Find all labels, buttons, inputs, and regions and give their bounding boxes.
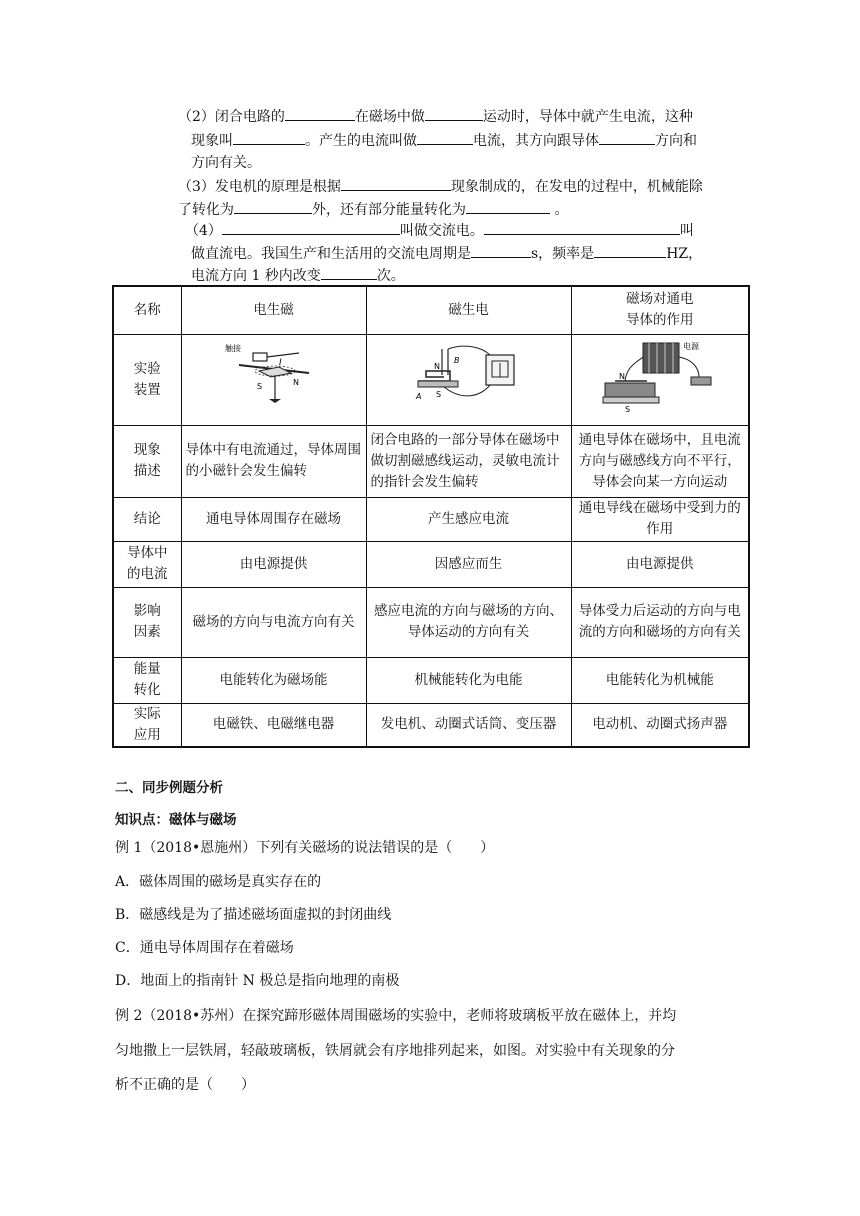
option-c[interactable]: C．通电导体周围存在着磁场	[115, 940, 294, 956]
blank-field[interactable]	[594, 243, 666, 258]
motor-force-apparatus-figure	[595, 337, 725, 415]
header-cell: 电生磁	[181, 286, 366, 334]
table-row	[113, 425, 749, 497]
b-label: B	[453, 356, 459, 365]
table-cell: 通电导体周围存在磁场	[181, 497, 366, 541]
table-header-row	[113, 286, 749, 334]
table-cell: 导体受力后运动的方向与电流的方向和磁场的方向有关	[571, 587, 749, 657]
row-label: 实际 应用	[113, 703, 181, 747]
blank-field[interactable]	[599, 130, 655, 145]
fill-line-2: 现象叫 。产生的电流叫做 电流，其方向跟导体 方向和	[191, 130, 697, 151]
blank-field[interactable]	[471, 243, 531, 258]
table-cell: 产生感应电流	[366, 497, 571, 541]
row-label: 导体中 的电流	[113, 541, 181, 587]
blank-field[interactable]	[222, 220, 400, 235]
header-cell: 名称	[113, 286, 181, 334]
section-title: 二、同步例题分析	[115, 780, 223, 796]
n-pole-label: N	[292, 378, 299, 387]
blank-field[interactable]	[417, 130, 473, 145]
table-cell: 电能转化为磁场能	[181, 657, 366, 703]
n-pole-label: N	[618, 372, 625, 381]
row-label: 能量 转化	[113, 657, 181, 703]
table-cell: 发电机、动圈式话筒、变压器	[366, 703, 571, 747]
blank-field[interactable]	[285, 106, 355, 121]
example2-line-1: 例 2（2018•苏州）在探究蹄形磁体周围磁场的实验中，老师将玻璃板平放在磁体上，并均	[115, 1008, 677, 1024]
figure-cell	[366, 334, 571, 425]
row-label: 结论	[113, 497, 181, 541]
s-pole-label: S	[256, 382, 262, 391]
table-row	[113, 703, 749, 747]
fill-line-5: 了转化为 外，还有部分能量转化为 。	[178, 199, 568, 220]
table-cell: 通电导线在磁场中受到力的作用	[571, 497, 749, 541]
table-row	[113, 657, 749, 703]
touch-label: 触接	[224, 344, 241, 353]
figure-cell	[571, 334, 749, 425]
blank-field[interactable]	[321, 265, 377, 280]
table-cell: 电动机、动圈式扬声器	[571, 703, 749, 747]
table-cell: 感应电流的方向与磁场的方向、导体运动的方向有关	[366, 587, 571, 657]
table-row	[113, 497, 749, 541]
option-b[interactable]: B．磁感线是为了描述磁场面虚拟的封闭曲线	[115, 907, 392, 923]
table-cell: 由电源提供	[181, 541, 366, 587]
fill-line-1: （2）闭合电路的 在磁场中做 运动时，导体中就产生电流，这种	[178, 106, 693, 127]
current-label: I	[278, 358, 282, 368]
comparison-table	[112, 285, 750, 748]
table-row	[113, 334, 749, 425]
blank-field[interactable]	[484, 220, 680, 235]
power-label: 电源	[682, 342, 699, 351]
s-pole-label: S	[435, 390, 441, 399]
blank-field[interactable]	[341, 176, 451, 191]
n-pole-label: N	[433, 362, 440, 371]
fill-line-6: （4） 叫做交流电。 叫	[185, 220, 694, 241]
table-cell: 由电源提供	[571, 541, 749, 587]
figure-cell	[181, 334, 366, 425]
example1-stem: 例 1（2018•恩施州）下列有关磁场的说法错误的是（ ）	[115, 840, 495, 856]
fill-line-7: 做直流电。我国生产和生活用的交流电周期是 s，频率是 HZ，	[191, 243, 702, 264]
table-cell: 通电导体在磁场中，且电流方向与磁感线方向不平行，导体会向某一方向运动	[571, 425, 749, 497]
blank-field[interactable]	[425, 106, 483, 121]
fill-line-4: （3）发电机的原理是根据 现象制成的，在发电的过程中，机械能除	[178, 176, 703, 197]
fill-line-8: 电流方向 1 秒内改变 次。	[191, 265, 405, 286]
blank-field[interactable]	[466, 199, 550, 214]
row-label: 实验 装置	[113, 334, 181, 425]
table-cell: 电磁铁、电磁继电器	[181, 703, 366, 747]
table-row	[113, 587, 749, 657]
electromagnetism-apparatus-figure	[219, 341, 329, 411]
induction-apparatus-figure	[404, 341, 534, 411]
header-cell: 磁场对通电 导体的作用	[571, 286, 749, 334]
fill-line-3: 方向有关。	[191, 155, 261, 171]
row-label: 现象 描述	[113, 425, 181, 497]
blank-field[interactable]	[234, 199, 312, 214]
table-cell: 导体中有电流通过，导体周围的小磁针会发生偏转	[181, 425, 366, 497]
table-row	[113, 541, 749, 587]
example2-line-3: 析不正确的是（ ）	[115, 1077, 255, 1093]
table-cell: 电能转化为机械能	[571, 657, 749, 703]
table-cell: 闭合电路的一部分导体在磁场中做切割磁感线运动，灵敏电流计的指针会发生偏转	[366, 425, 571, 497]
table-cell: 机械能转化为电能	[366, 657, 571, 703]
table-cell: 因感应而生	[366, 541, 571, 587]
row-label: 影响 因素	[113, 587, 181, 657]
topic-heading: 知识点：磁体与磁场	[115, 812, 237, 828]
s-pole-label: S	[624, 405, 630, 414]
blank-field[interactable]	[233, 130, 305, 145]
option-a[interactable]: A．磁体周围的磁场是真实存在的	[115, 874, 322, 890]
table-cell: 磁场的方向与电流方向有关	[181, 587, 366, 657]
option-d[interactable]: D．地面上的指南针 N 极总是指向地理的南极	[115, 973, 400, 989]
a-label: A	[415, 392, 421, 401]
header-cell: 磁生电	[366, 286, 571, 334]
example2-line-2: 匀地撒上一层铁屑，轻敲玻璃板，铁屑就会有序地排列起来，如图。对实验中有关现象的分	[115, 1043, 675, 1059]
